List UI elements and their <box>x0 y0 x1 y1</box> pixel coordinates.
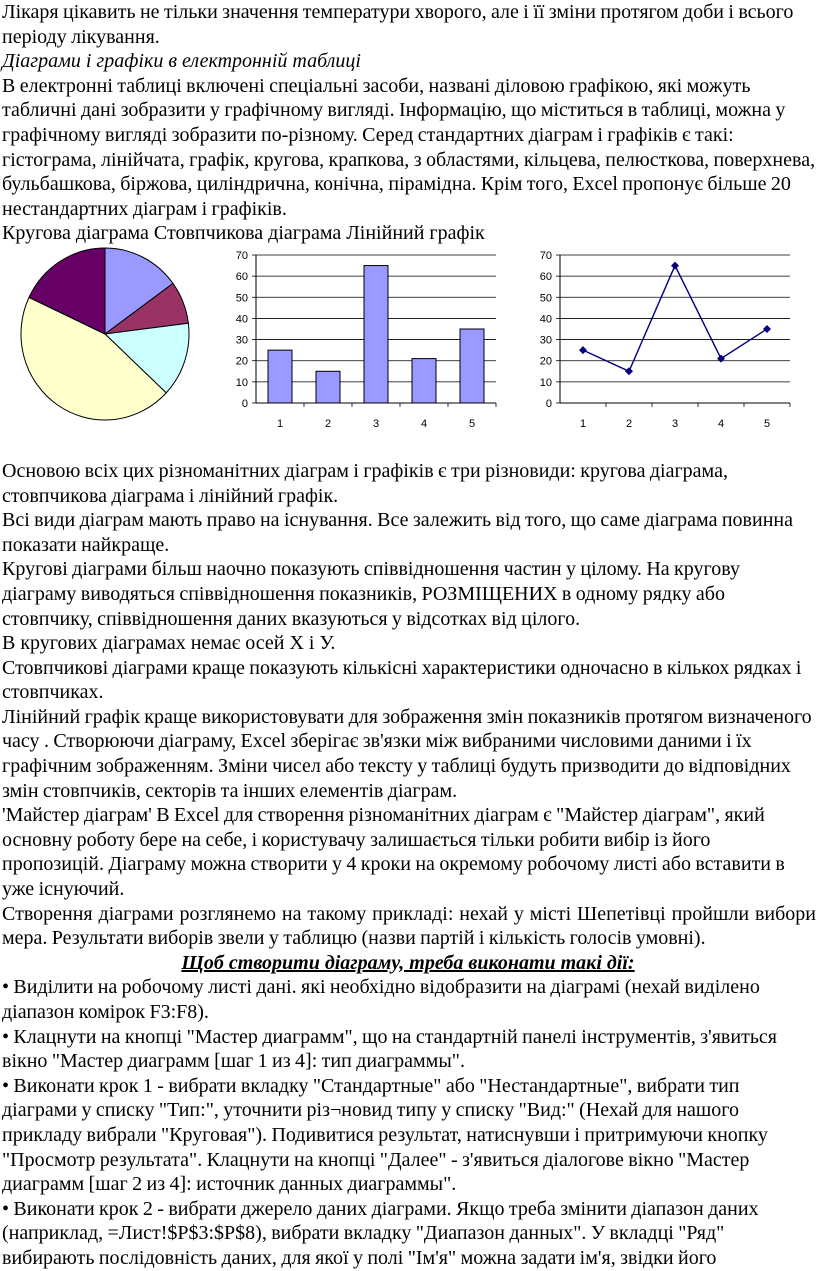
x-tick-label: 2 <box>625 417 633 430</box>
section-title: Діаграми і графіки в електронній таблиці <box>2 50 361 73</box>
paragraph-three-types: Основою всіх цих різноманітних діаграм і графіків є три різновиди: кругова діаграма, стовпчикова діаграма і лінійний графік. <box>2 459 728 507</box>
paragraph-chart-wizard: 'Майстер діаграм' В Excel для створення різноманітних діаграм є "Майстер діаграм", який основну роботу бере на себе, і користувачу залишається тільки робити вибір із його пропозицій. Діаграму можна створити у 4 кроки на окремому робочому листі або вставити в уже існуючий. <box>2 804 785 901</box>
y-tick-label: 30 <box>539 334 552 347</box>
y-tick-label: 50 <box>235 292 248 305</box>
data-point <box>671 262 679 270</box>
chart-captions: Кругова діаграма Стовпчикова діаграма Лінійний графік <box>2 222 485 245</box>
bar <box>268 350 292 403</box>
data-point <box>717 355 725 363</box>
x-tick-label: 4 <box>717 417 725 430</box>
x-tick-label: 3 <box>372 417 380 430</box>
y-tick-label: 40 <box>539 313 552 326</box>
data-point <box>763 325 771 333</box>
x-tick-label: 5 <box>468 417 476 430</box>
steps-heading: Щоб створити діаграму, треба виконати такі дії: <box>181 951 635 974</box>
y-tick-label: 10 <box>539 376 552 389</box>
y-tick-label: 70 <box>539 249 552 262</box>
paragraph-line-charts: Лінійний графік краще використовувати для зображення змін показників протягом визначеного часу . Створюючи діаграму, Excel зберігає зв'язки між вибраними числовими даними і їх графічним зображенням. Зміни чисел або тексту у таблиці будуть призводити до відповідних змін стовпчиків, секторів та інших елементів діаграм. <box>2 705 812 802</box>
charts-row <box>0 246 816 459</box>
y-tick-label: 40 <box>235 313 248 326</box>
step-item: • Виділити на робочому листі дані. які необхідно відобразити на діаграмі (нехай виділено діапазон комірок F3:F8). <box>2 976 760 1023</box>
step-item: • Клацнути на кнопці "Мастер диаграмм", що на стандартній панелі інструментів, з'явиться вікно "Мастер диаграмм [шаг 1 из 4]: тип диаграммы". <box>2 1025 778 1073</box>
paragraph-example: Створення діаграми розглянемо на такому прикладі: нехай у місті Шепетівці пройшли вибори мера. Результати виборів звели у таблицю (назви партій і кількість голосів умовні). <box>2 902 816 950</box>
data-point <box>579 346 587 354</box>
paragraph-intro: Лікаря цікавить не тільки значення температури хворого, але і її зміни протягом доби і всього періоду лікування. <box>2 1 794 48</box>
y-tick-label: 50 <box>539 292 552 305</box>
paragraph-pie-charts: Кругові діаграми більш наочно показують співвідношення частин у цілому. На кругову діаграму виводяться співвідношення показників, РОЗМІЩЕНИХ в одному рядку або стовпчику, співвідношення даних вказуються у відсотках від цілого. <box>2 558 740 630</box>
x-tick-label: 5 <box>763 417 771 430</box>
y-tick-label: 30 <box>235 334 248 347</box>
bar <box>412 359 436 403</box>
bar <box>364 266 388 403</box>
paragraph-all-types: Всі види діаграм мають право на існування. Все залежить від того, що саме діаграма повинна показати найкраще. <box>2 509 793 556</box>
y-tick-label: 20 <box>235 355 248 368</box>
y-tick-label: 60 <box>235 271 248 284</box>
y-tick-label: 60 <box>539 271 552 284</box>
x-tick-label: 1 <box>579 417 587 430</box>
x-tick-label: 1 <box>276 417 284 430</box>
paragraph-no-axes: В кругових діаграмах немає осей X і У. <box>2 632 336 655</box>
y-tick-label: 10 <box>235 376 248 389</box>
x-tick-label: 2 <box>324 417 332 430</box>
data-point <box>625 367 633 375</box>
step-item: • Виконати крок 1 - вибрати вкладку "Стандартные" або "Нестандартные", вибрати тип діаграми у списку "Тип:", уточнити різ¬новид типу у списку "Вид:" (Нехай для нашого прикладу вибрали "Круговая"). Подивитися результат, натиснувши і притримуючи кнопку "Просмотр результата". Клацнути на кнопці "Далее" - з'явиться діалогове вікно "Мастер диаграмм [шаг 2 из 4]: источник данных диаграммы". <box>2 1074 768 1196</box>
x-tick-label: 3 <box>671 417 679 430</box>
paragraph-charts-overview: В електронні таблиці включені спеціальні засоби, названі діловою графікою, які можуть табличні дані зобразити у графічному вигляді. Інформацію, що міститься в таблиці, можна у графічному вигляді зобразити по-різному. Серед стандартних діаграм і графіків є такі: гістограма, лінійчата, графік, кругова, крапкова, з областями, кільцева, пелюсткова, поверхнева, бульбашкова, біржова, циліндрична, конічна, пірамідна. Крім того, Excel пропонує більше 20 нестандартних діаграм і графіків. <box>2 74 816 220</box>
y-tick-label: 0 <box>545 397 552 410</box>
y-tick-label: 20 <box>539 355 552 368</box>
step-item: • Виконати крок 2 - вибрати джерело даних діаграми. Якщо треба змінити діапазон даних (наприклад, =Лист!$P$3:$P$8), вибрати вкладку "Диапазон данных". У вкладці "Ряд" вибирають послідовність даних, для якої у полі "Ім'я" можна задати ім'я, звідки його <box>2 1197 759 1269</box>
bar-chart <box>222 246 502 431</box>
y-tick-label: 0 <box>241 397 248 410</box>
paragraph-bar-charts: Стовпчикові діаграми краще показують кількісні характеристики одночасно в кількох рядках і стовпчиках. <box>2 656 802 704</box>
pie-chart <box>18 246 193 426</box>
y-tick-label: 70 <box>235 249 248 262</box>
bar <box>316 371 340 403</box>
bar <box>460 329 484 403</box>
line-chart <box>528 246 793 431</box>
x-tick-label: 4 <box>420 417 428 430</box>
